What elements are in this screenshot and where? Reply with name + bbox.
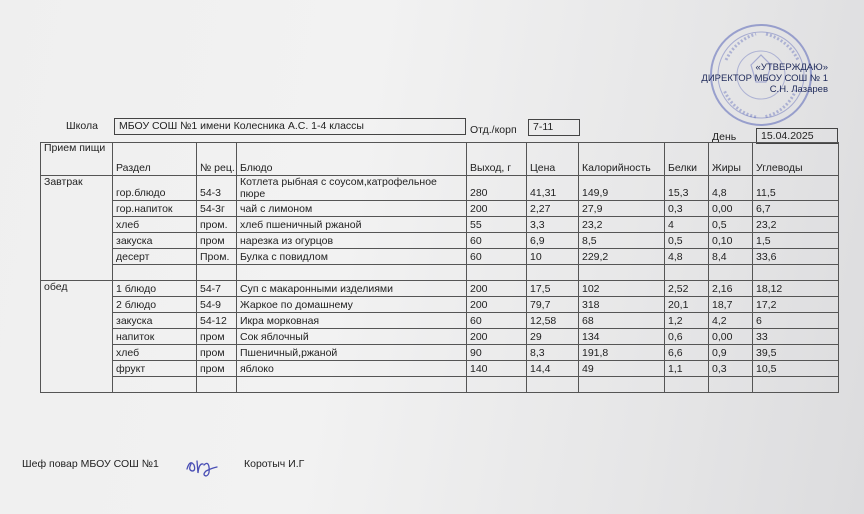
meal-cell-empty (41, 265, 113, 281)
cell-yield: 140 (467, 361, 527, 377)
cell-price: 17,5 (527, 281, 579, 297)
cell-empty (467, 377, 527, 393)
cell-calories: 102 (579, 281, 665, 297)
cell-proteins: 4,8 (665, 249, 709, 265)
date-field: 15.04.2025 (756, 128, 838, 144)
meal-cell-empty (41, 249, 113, 265)
meal-cell-empty (41, 361, 113, 377)
cell-dish: Пшеничный,ржаной (237, 345, 467, 361)
table-row-empty (41, 265, 839, 281)
cell-empty (237, 265, 467, 281)
cell-recipe: Пром. (197, 249, 237, 265)
cell-fats: 0,10 (709, 233, 753, 249)
cell-section: хлеб (113, 345, 197, 361)
meal-cell-empty (41, 217, 113, 233)
cell-carbs: 18,12 (753, 281, 839, 297)
cell-dish: Суп с макаронными изделиями (237, 281, 467, 297)
meal-cell-empty (41, 233, 113, 249)
col-section: Раздел (113, 143, 197, 176)
cell-section: закуска (113, 313, 197, 329)
cell-recipe: пром (197, 345, 237, 361)
cell-price: 8,3 (527, 345, 579, 361)
cell-dish: чай с лимоном (237, 201, 467, 217)
chef-name: Коротыч И.Г (244, 458, 305, 470)
cell-empty (579, 265, 665, 281)
cell-calories: 229,2 (579, 249, 665, 265)
cell-proteins: 0,6 (665, 329, 709, 345)
cell-calories: 68 (579, 313, 665, 329)
table-row-empty (41, 377, 839, 393)
cell-recipe: 54-3г (197, 201, 237, 217)
cell-empty (197, 265, 237, 281)
cell-yield: 90 (467, 345, 527, 361)
cell-carbs: 10,5 (753, 361, 839, 377)
cell-fats: 18,7 (709, 297, 753, 313)
cell-empty (237, 377, 467, 393)
cell-yield: 200 (467, 297, 527, 313)
cell-proteins: 1,1 (665, 361, 709, 377)
cell-dish: Икра морковная (237, 313, 467, 329)
meal-breakfast: Завтрак (41, 176, 113, 201)
dept-label: Отд./корп (470, 124, 517, 136)
table-row (41, 345, 839, 361)
school-name-field: МБОУ СОШ №1 имени Колесника А.С. 1-4 классы (114, 118, 466, 135)
cell-empty (753, 265, 839, 281)
cell-dish: Сок яблочный (237, 329, 467, 345)
col-calories: Калорийность (579, 143, 665, 176)
cell-section: закуска (113, 233, 197, 249)
cell-calories: 23,2 (579, 217, 665, 233)
cell-carbs: 17,2 (753, 297, 839, 313)
cell-recipe: 54-9 (197, 297, 237, 313)
cell-price: 12,58 (527, 313, 579, 329)
day-label: День (712, 131, 737, 143)
cell-dish: Котлета рыбная с соусом,катрофельное пюре (237, 176, 467, 201)
meal-cell-empty (41, 313, 113, 329)
handwritten-signature (184, 455, 220, 479)
cell-carbs: 1,5 (753, 233, 839, 249)
cell-calories: 8,5 (579, 233, 665, 249)
cell-section: фрукт (113, 361, 197, 377)
cell-section: гор.блюдо (113, 176, 197, 201)
cell-price: 6,9 (527, 233, 579, 249)
cell-dish: яблоко (237, 361, 467, 377)
col-yield: Выход, г (467, 143, 527, 176)
cell-dish: Жаркое по домашнему (237, 297, 467, 313)
menu-table (40, 142, 839, 393)
meal-lunch: обед (41, 281, 113, 297)
cell-fats: 0,9 (709, 345, 753, 361)
cell-empty (467, 265, 527, 281)
cell-fats: 0,3 (709, 361, 753, 377)
cell-calories: 149,9 (579, 176, 665, 201)
cell-proteins: 0,5 (665, 233, 709, 249)
cell-yield: 200 (467, 201, 527, 217)
col-price: Цена (527, 143, 579, 176)
cell-fats: 2,16 (709, 281, 753, 297)
table-row (41, 361, 839, 377)
approval-title: «УТВЕРЖДАЮ» (755, 62, 828, 73)
cell-carbs: 6 (753, 313, 839, 329)
cell-fats: 4,8 (709, 176, 753, 201)
cell-empty (709, 377, 753, 393)
table-row (41, 233, 839, 249)
cell-calories: 191,8 (579, 345, 665, 361)
cell-section: 2 блюдо (113, 297, 197, 313)
approval-position: ДИРЕКТОР МБОУ СОШ № 1 (701, 73, 828, 84)
cell-yield: 200 (467, 329, 527, 345)
cell-price: 2,27 (527, 201, 579, 217)
cell-fats: 4,2 (709, 313, 753, 329)
cell-price: 3,3 (527, 217, 579, 233)
cell-empty (665, 265, 709, 281)
table-header-row (41, 143, 839, 176)
cell-empty (113, 265, 197, 281)
cell-proteins: 15,3 (665, 176, 709, 201)
cell-yield: 55 (467, 217, 527, 233)
cell-empty (197, 377, 237, 393)
cell-empty (527, 377, 579, 393)
cell-calories: 134 (579, 329, 665, 345)
cell-empty (665, 377, 709, 393)
meal-cell-empty (41, 345, 113, 361)
cell-price: 10 (527, 249, 579, 265)
cell-carbs: 6,7 (753, 201, 839, 217)
cell-empty (527, 265, 579, 281)
cell-proteins: 4 (665, 217, 709, 233)
cell-price: 29 (527, 329, 579, 345)
table-row (41, 329, 839, 345)
cell-yield: 60 (467, 249, 527, 265)
cell-recipe: пром (197, 361, 237, 377)
cell-carbs: 33,6 (753, 249, 839, 265)
cell-proteins: 2,52 (665, 281, 709, 297)
cell-fats: 8,4 (709, 249, 753, 265)
cell-proteins: 0,3 (665, 201, 709, 217)
cell-section: десерт (113, 249, 197, 265)
col-dish: Блюдо (237, 143, 467, 176)
cell-recipe: 54-7 (197, 281, 237, 297)
cell-section: хлеб (113, 217, 197, 233)
chef-label: Шеф повар МБОУ СОШ №1 (22, 458, 159, 470)
meal-cell-empty (41, 297, 113, 313)
col-fats: Жиры (709, 143, 753, 176)
cell-empty (709, 265, 753, 281)
meal-cell-empty (41, 201, 113, 217)
cell-proteins: 1,2 (665, 313, 709, 329)
col-carbs: Углеводы (753, 143, 839, 176)
cell-proteins: 20,1 (665, 297, 709, 313)
cell-yield: 60 (467, 313, 527, 329)
cell-fats: 0,00 (709, 201, 753, 217)
cell-dish: Булка с повидлом (237, 249, 467, 265)
table-row (41, 176, 839, 201)
cell-calories: 318 (579, 297, 665, 313)
cell-recipe: 54-3 (197, 176, 237, 201)
cell-price: 79,7 (527, 297, 579, 313)
cell-carbs: 11,5 (753, 176, 839, 201)
cell-carbs: 23,2 (753, 217, 839, 233)
cell-section: напиток (113, 329, 197, 345)
cell-yield: 200 (467, 281, 527, 297)
cell-yield: 280 (467, 176, 527, 201)
approval-block (700, 62, 828, 95)
cell-calories: 49 (579, 361, 665, 377)
table-row (41, 313, 839, 329)
dept-field: 7-11 (528, 119, 580, 136)
col-proteins: Белки (665, 143, 709, 176)
table-row (41, 297, 839, 313)
table-row (41, 217, 839, 233)
meal-cell-empty (41, 377, 113, 393)
cell-empty (113, 377, 197, 393)
table-row (41, 281, 839, 297)
cell-proteins: 6,6 (665, 345, 709, 361)
school-label: Школа (66, 120, 98, 132)
cell-price: 41,31 (527, 176, 579, 201)
col-meal: Прием пищи (41, 143, 113, 176)
cell-carbs: 39,5 (753, 345, 839, 361)
cell-empty (753, 377, 839, 393)
cell-dish: нарезка из огурцов (237, 233, 467, 249)
cell-calories: 27,9 (579, 201, 665, 217)
meal-cell-empty (41, 329, 113, 345)
table-row (41, 201, 839, 217)
col-recipe: № рец. (197, 143, 237, 176)
cell-fats: 0,00 (709, 329, 753, 345)
cell-recipe: пром (197, 233, 237, 249)
cell-recipe: пром. (197, 217, 237, 233)
cell-section: гор.напиток (113, 201, 197, 217)
cell-empty (579, 377, 665, 393)
table-row (41, 249, 839, 265)
cell-dish: хлеб пшеничный ржаной (237, 217, 467, 233)
cell-recipe: 54-12 (197, 313, 237, 329)
cell-fats: 0,5 (709, 217, 753, 233)
cell-price: 14,4 (527, 361, 579, 377)
cell-yield: 60 (467, 233, 527, 249)
cell-carbs: 33 (753, 329, 839, 345)
cell-recipe: пром (197, 329, 237, 345)
approval-director: С.Н. Лазарев (769, 84, 828, 95)
cell-section: 1 блюдо (113, 281, 197, 297)
